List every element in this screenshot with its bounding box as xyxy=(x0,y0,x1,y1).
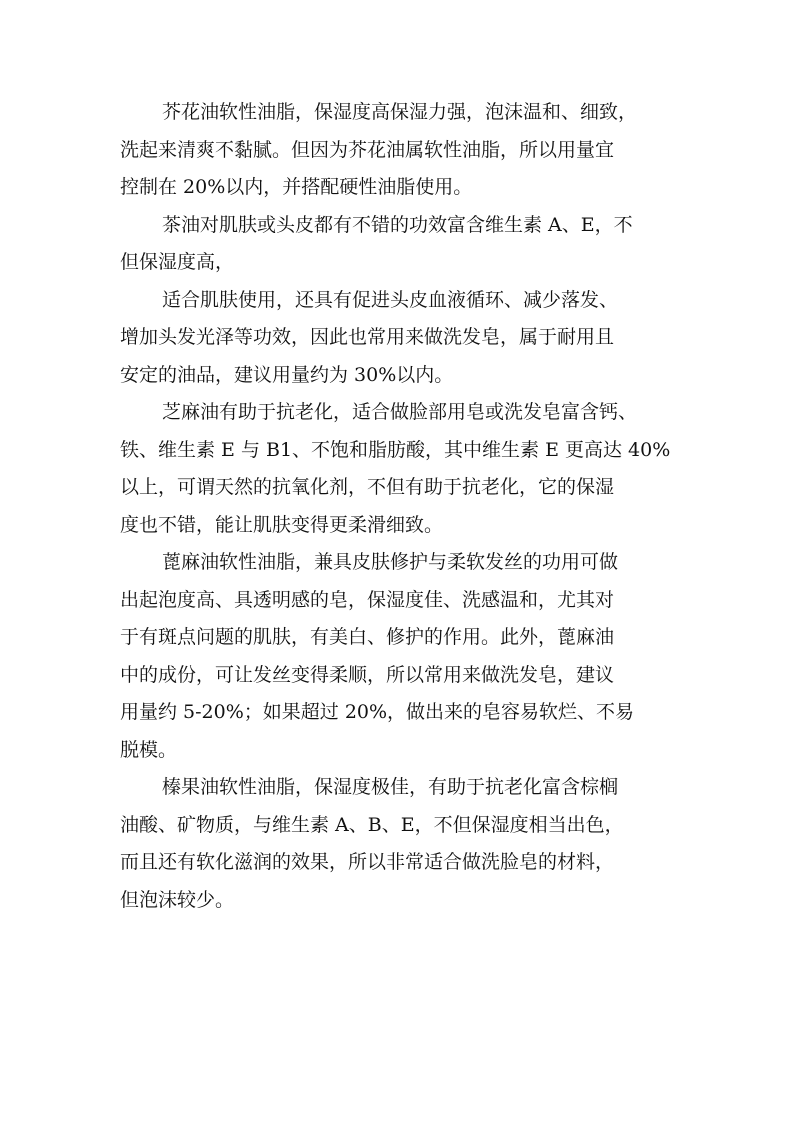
paragraph-line: 茶油对肌肤或头皮都有不错的功效富含维生素 A、E，不 xyxy=(162,213,633,236)
paragraph-line: 榛果油软性油脂，保湿度极佳，有助于抗老化富含棕榈 xyxy=(162,776,619,798)
paragraph-line: 以上，可谓天然的抗氧化剂，不但有助于抗老化，它的保湿 xyxy=(120,476,615,498)
paragraph-line: 铁、维生素 E 与 B1、不饱和脂肪酸，其中维生素 E 更高达 40% xyxy=(120,438,671,461)
paragraph-tea-oil xyxy=(120,207,680,282)
paragraph-line: 脱模。 xyxy=(120,738,178,761)
paragraph-line: 控制在 20%以内，并搭配硬性油脂使用。 xyxy=(120,176,473,198)
paragraph-line: 中的成份，可让发丝变得柔顺，所以常用来做洗发皂，建议 xyxy=(120,663,615,686)
paragraph-castor-oil xyxy=(120,544,680,769)
paragraph-mustard-oil xyxy=(120,94,680,207)
paragraph-line: 出起泡度高、具透明感的皂，保湿度佳、洗感温和，尤其对 xyxy=(120,588,615,611)
paragraph-line: 蓖麻油软性油脂，兼具皮肤修护与柔软发丝的功用可做 xyxy=(162,551,619,573)
paragraph-line: 于有斑点问题的肌肤，有美白、修护的作用。此外，蓖麻油 xyxy=(120,626,615,648)
paragraph-line: 芝麻油有助于抗老化，适合做脸部用皂或洗发皂富含钙、 xyxy=(162,401,638,423)
paragraph-hazelnut-oil xyxy=(120,769,680,919)
paragraph-line: 安定的油品，建议用量约为 30%以内。 xyxy=(120,363,454,386)
document-body xyxy=(120,94,680,919)
paragraph-line: 而且还有软化滋润的效果，所以非常适合做洗脸皂的材料， xyxy=(120,851,615,873)
paragraph-line: 芥花油软性油脂，保湿度高保湿力强，泡沫温和、细致， xyxy=(162,101,638,123)
paragraph-line: 增加头发光泽等功效，因此也常用来做洗发皂，属于耐用且 xyxy=(120,326,615,348)
paragraph-tea-oil-continued xyxy=(120,282,680,395)
paragraph-sesame-oil xyxy=(120,394,680,544)
paragraph-line: 度也不错，能让肌肤变得更柔滑细致。 xyxy=(120,513,444,536)
paragraph-line: 洗起来清爽不黏腻。但因为芥花油属软性油脂，所以用量宜 xyxy=(120,138,615,161)
paragraph-line: 油酸、矿物质，与维生素 A、B、E，不但保湿度相当出色， xyxy=(120,813,624,836)
paragraph-line: 但保湿度高， xyxy=(120,251,235,273)
paragraph-line: 适合肌肤使用，还具有促进头皮血液循环、减少落发、 xyxy=(162,288,619,311)
paragraph-line: 用量约 5-20%；如果超过 20%，做出来的皂容易软烂、不易 xyxy=(120,701,635,723)
paragraph-line: 但泡沫较少。 xyxy=(120,888,235,911)
